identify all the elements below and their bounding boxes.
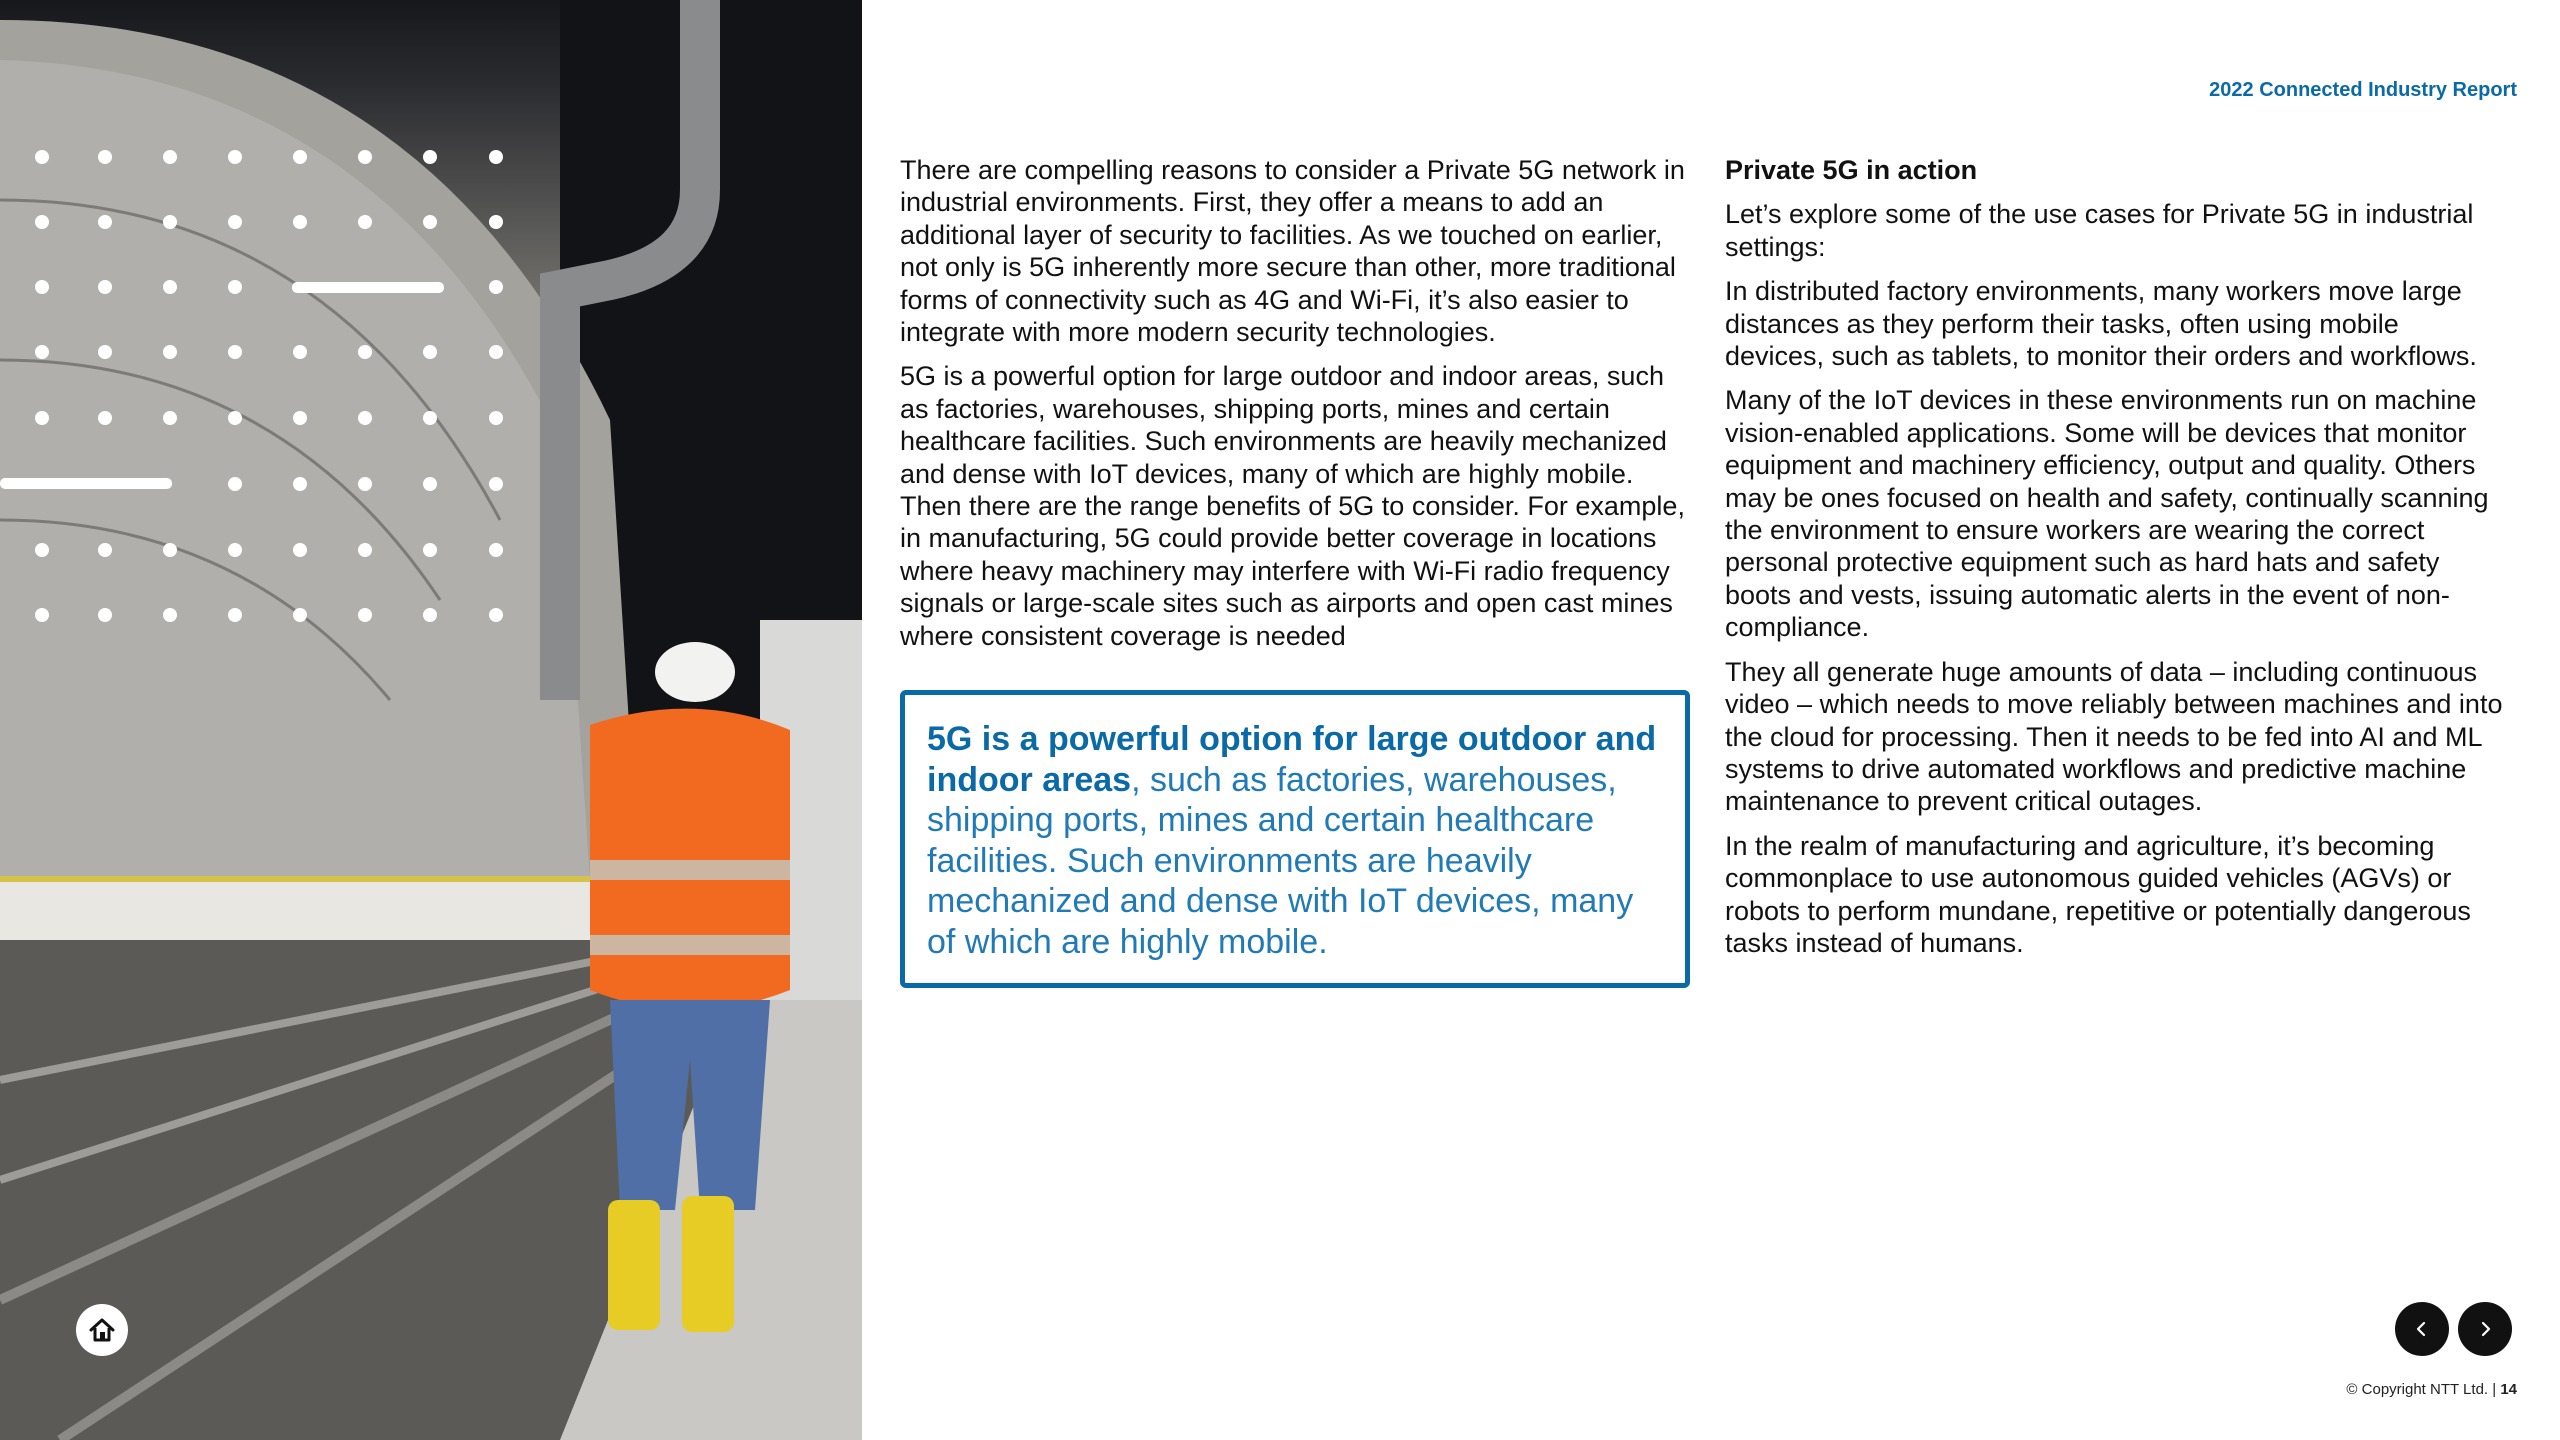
body-paragraph: 5G is a powerful option for large outdoor and indoor areas, such as factories, warehouses, shipping ports, mines and certain healthcare facilities. Such environments are heavily mechanized and dense with IoT devices, many of which are highly mobile. Then there are the range benefits of 5G to consider. For example, in manufacturing, 5G could provide better coverage in locations where heavy machinery may interfere with Wi-Fi radio frequency signals or large-scale sites such as airports and open cast mines where consistent coverage is needed <box>900 361 1685 651</box>
page-number: 14 <box>2500 1381 2517 1398</box>
section-heading: Private 5G in action <box>1725 155 1978 185</box>
hero-photo-tunnel-worker <box>0 0 862 1440</box>
body-paragraph: There are compelling reasons to consider a Private 5G network in industrial environments. First, they offer a means to add an additional layer of security to facilities. As we touched on earlier, not only is 5G inherently more secure than other, more traditional forms of connectivity such as 4G and Wi-Fi, it’s also easier to integrate with more modern security technologies. <box>900 155 1685 348</box>
body-paragraph: Let’s explore some of the use cases for Private 5G in industrial settings: <box>1725 199 2474 262</box>
pull-quote-callout <box>900 690 1690 988</box>
tunnel-illustration <box>0 0 862 1440</box>
previous-page-button[interactable] <box>2395 1302 2449 1356</box>
callout-text: , such as factories, warehouses, shipping ports, mines and certain healthcare facilities. Such environments are heavily mechanized and dense with IoT devices, many of which are highly mobile. <box>927 760 1634 961</box>
callout-emphasis: 5G is a powerful option for large outdoor and indoor areas <box>927 720 1657 799</box>
home-icon <box>87 1315 117 1345</box>
next-page-button[interactable] <box>2458 1302 2512 1356</box>
body-paragraph: In the realm of manufacturing and agriculture, it’s becoming commonplace to use autonomous guided vehicles (AGVs) or robots to perform mundane, repetitive or potentially dangerous tasks instead of humans. <box>1725 830 2471 958</box>
body-paragraph: They all generate huge amounts of data – including continuous video – which needs to move reliably between machines and into the cloud for processing. Then it needs to be fed into AI and ML systems to drive automated workflows and predictive machine maintenance to prevent critical outages. <box>1725 656 2503 817</box>
report-title: 2022 Connected Industry Report <box>2209 79 2517 101</box>
left-text-column <box>900 154 1695 664</box>
chevron-left-icon <box>2411 1318 2433 1340</box>
copyright-text: © Copyright NTT Ltd. | <box>2346 1381 2501 1398</box>
chevron-right-icon <box>2474 1318 2496 1340</box>
right-text-column <box>1725 154 2505 971</box>
body-paragraph: In distributed factory environments, many workers move large distances as they perform their tasks, often using mobile devices, such as tablets, to monitor their orders and workflows. <box>1725 276 2477 372</box>
copyright-footer <box>2346 1381 2517 1398</box>
home-button[interactable] <box>76 1304 128 1356</box>
body-paragraph: Many of the IoT devices in these environments run on machine vision-enabled applications. Some will be devices that monitor equipment and machinery efficiency, output and quality. Others may be ones focused on health and safety, continually scanning the environment to ensure workers are wearing the correct personal protective equipment such as hard hats and safety boots and vests, issuing automatic alerts in the event of non-compliance. <box>1725 385 2489 643</box>
